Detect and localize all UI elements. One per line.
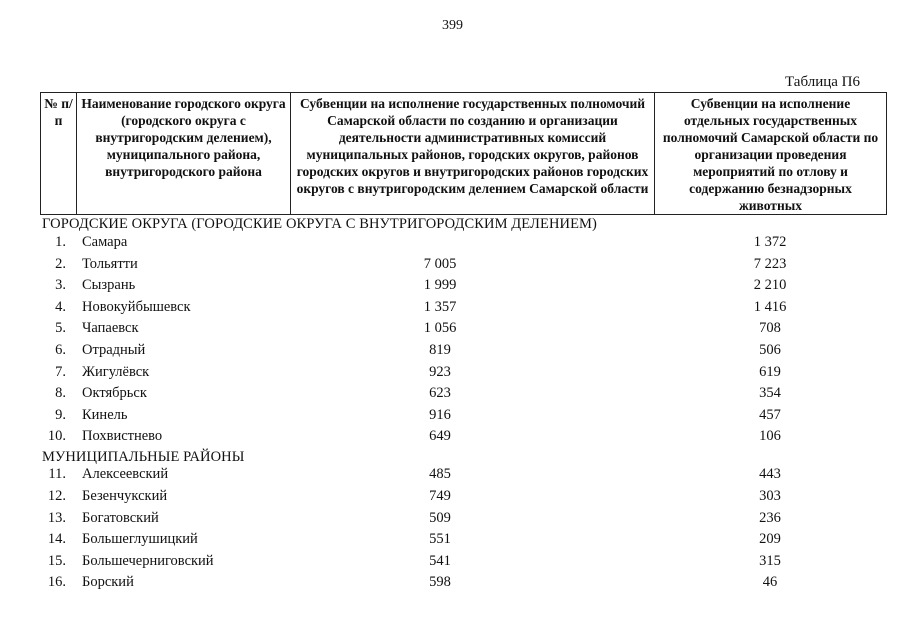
row-name: Октябрьск bbox=[82, 385, 147, 401]
row-name: Жигулёвск bbox=[82, 364, 150, 380]
row-name: Тольятти bbox=[82, 256, 138, 272]
table-row bbox=[0, 342, 905, 362]
row-number: 15. bbox=[47, 553, 66, 569]
row-number: 3. bbox=[55, 277, 66, 293]
table-row bbox=[0, 299, 905, 319]
row-name: Самара bbox=[82, 234, 128, 250]
section-title-city-districts: ГОРОДСКИЕ ОКРУГА (ГОРОДСКИЕ ОКРУГА С ВНУТРИГОРОДСКИМ ДЕЛЕНИЕМ) bbox=[42, 216, 597, 232]
table-row bbox=[0, 407, 905, 427]
row-name: Новокуйбышевск bbox=[82, 299, 191, 315]
table-row bbox=[0, 234, 905, 254]
section-title-municipal-districts: МУНИЦИПАЛЬНЫЕ РАЙОНЫ bbox=[42, 449, 245, 465]
row-number: 10. bbox=[47, 428, 66, 444]
row-value-admin: 1 357 bbox=[423, 299, 457, 315]
row-value-animals: 619 bbox=[759, 364, 781, 380]
header-subvention-admin-commissions: Субвенции на исполнение государственных полномочий Самарской области по созданию и организации деятельности административных комиссий муниципальных районов, городских округов, районов городских округов и внутригородских районов городских округов с внутригородским делением Самарской области bbox=[291, 93, 655, 215]
row-name: Отрадный bbox=[82, 342, 146, 358]
row-number: 12. bbox=[47, 488, 66, 504]
row-value-admin: 7 005 bbox=[423, 256, 457, 272]
table-row bbox=[0, 574, 905, 594]
row-name: Большечерниговский bbox=[82, 553, 214, 569]
row-value-animals: 46 bbox=[762, 574, 778, 590]
page-number: 399 bbox=[442, 18, 463, 33]
row-number: 4. bbox=[55, 299, 66, 315]
header-subvention-stray-animals: Субвенции на исполнение отдельных государственных полномочий Самарской области по организации проведения мероприятий по отлову и содержанию безнадзорных животных bbox=[655, 93, 887, 215]
row-value-admin: 623 bbox=[429, 385, 451, 401]
row-name: Похвистнево bbox=[82, 428, 163, 444]
table-row bbox=[0, 510, 905, 530]
row-name: Кинель bbox=[82, 407, 128, 423]
row-value-animals: 315 bbox=[759, 553, 781, 569]
row-number: 6. bbox=[55, 342, 66, 358]
row-number: 5. bbox=[55, 320, 66, 336]
table-header bbox=[40, 92, 887, 215]
row-value-animals: 236 bbox=[759, 510, 781, 526]
row-name: Алексеевский bbox=[82, 466, 169, 482]
row-value-admin: 509 bbox=[429, 510, 451, 526]
table-row bbox=[0, 466, 905, 486]
row-number: 13. bbox=[47, 510, 66, 526]
table-row bbox=[0, 531, 905, 551]
row-number: 8. bbox=[55, 385, 66, 401]
row-value-admin: 598 bbox=[429, 574, 451, 590]
table-row bbox=[0, 385, 905, 405]
row-value-animals: 209 bbox=[759, 531, 781, 547]
table-row bbox=[0, 428, 905, 448]
row-value-animals: 354 bbox=[759, 385, 781, 401]
header-municipality-name: Наименование городского округа (городского округа с внутригородским делением), муниципального района, внутригородского района bbox=[77, 93, 291, 215]
row-value-animals: 443 bbox=[759, 466, 781, 482]
row-number: 16. bbox=[47, 574, 66, 590]
row-value-admin: 819 bbox=[429, 342, 451, 358]
table-row bbox=[0, 488, 905, 508]
row-number: 2. bbox=[55, 256, 66, 272]
row-name: Богатовский bbox=[82, 510, 159, 526]
table-row bbox=[0, 277, 905, 297]
row-name: Сызрань bbox=[82, 277, 136, 293]
row-number: 14. bbox=[47, 531, 66, 547]
row-name: Борский bbox=[82, 574, 134, 590]
row-value-admin: 749 bbox=[429, 488, 451, 504]
row-value-animals: 457 bbox=[759, 407, 781, 423]
row-value-animals: 7 223 bbox=[753, 256, 787, 272]
row-value-animals: 303 bbox=[759, 488, 781, 504]
row-value-admin: 1 056 bbox=[423, 320, 457, 336]
row-name: Большеглушицкий bbox=[82, 531, 198, 547]
row-value-admin: 923 bbox=[429, 364, 451, 380]
row-value-admin: 1 999 bbox=[423, 277, 457, 293]
table-row bbox=[0, 320, 905, 340]
row-value-admin: 551 bbox=[429, 531, 451, 547]
row-value-admin: 649 bbox=[429, 428, 451, 444]
row-number: 9. bbox=[55, 407, 66, 423]
row-value-admin: 916 bbox=[429, 407, 451, 423]
row-name: Безенчукский bbox=[82, 488, 168, 504]
row-value-admin: 541 bbox=[429, 553, 451, 569]
row-value-animals: 2 210 bbox=[753, 277, 787, 293]
row-value-animals: 1 372 bbox=[753, 234, 787, 250]
table-row bbox=[0, 364, 905, 384]
row-value-admin: 485 bbox=[429, 466, 451, 482]
table-caption: Таблица П6 bbox=[785, 74, 860, 90]
row-value-animals: 106 bbox=[759, 428, 781, 444]
row-number: 1. bbox=[55, 234, 66, 250]
table-row bbox=[0, 256, 905, 276]
row-value-animals: 1 416 bbox=[753, 299, 787, 315]
row-number: 7. bbox=[55, 364, 66, 380]
header-number: № п/п bbox=[41, 93, 77, 215]
table-row bbox=[0, 553, 905, 573]
row-name: Чапаевск bbox=[82, 320, 139, 336]
row-value-animals: 506 bbox=[759, 342, 781, 358]
row-number: 11. bbox=[48, 466, 66, 482]
row-value-animals: 708 bbox=[759, 320, 781, 336]
